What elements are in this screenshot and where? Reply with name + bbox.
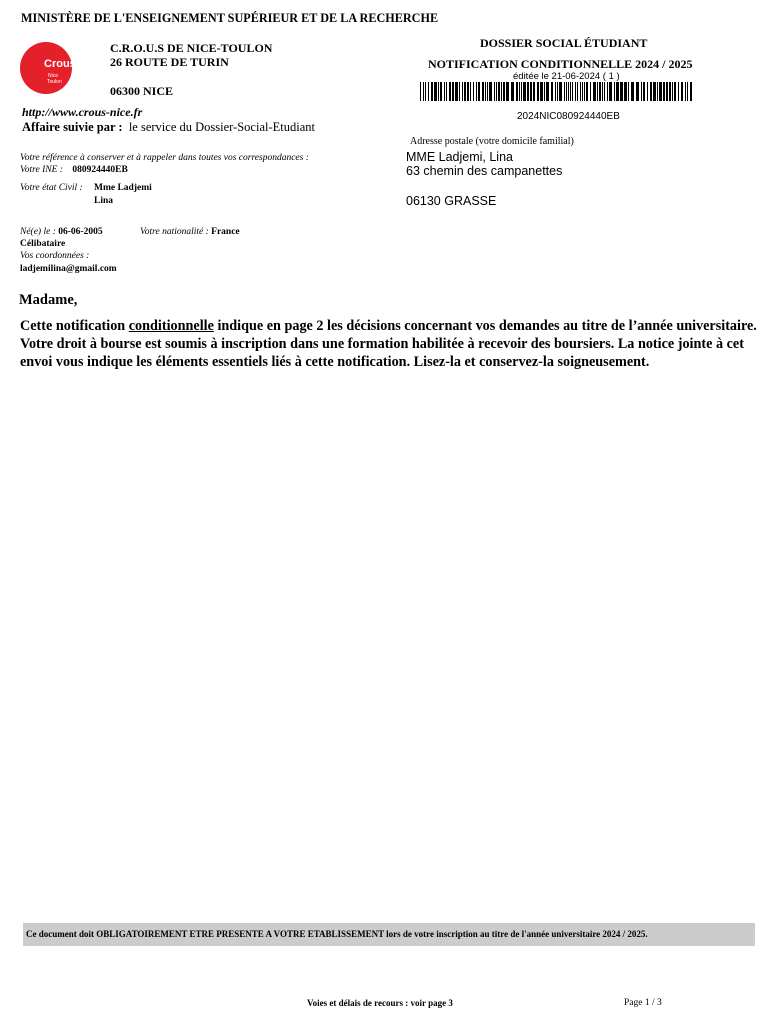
address-name: MME Ladjemi, Lina bbox=[406, 150, 513, 164]
page-number: Page 1 / 3 bbox=[624, 998, 662, 1008]
birth-label: Né(e) le : bbox=[20, 227, 56, 237]
nationality-line bbox=[140, 227, 240, 237]
paragraph-rest: indique en page 2 les décisions concernant vos demandes au titre de l’année universitaire. Votre droit à bourse est soumis à inscription dans une formation habilitée à recevoir des boursiers. La notice jointe à cet envoi vous indique les éléments essentiels liés à cette notification. Lisez-la et conservez-la soigneusement. bbox=[20, 318, 757, 370]
ministry-title: MINISTÈRE DE L'ENSEIGNEMENT SUPÉRIEUR ET DE LA RECHERCHE bbox=[21, 11, 439, 25]
mandatory-banner bbox=[23, 923, 755, 946]
marital-status: Célibataire bbox=[20, 239, 66, 249]
edition-date: éditée le 21-06-2024 ( 1 ) bbox=[513, 71, 620, 82]
paragraph-start: Cette notification bbox=[20, 318, 129, 334]
ine-line bbox=[20, 165, 128, 175]
logo-subline-2: Toulon bbox=[47, 79, 62, 85]
logo-word: Crous bbox=[44, 58, 76, 70]
student-name-line-1: Mme Ladjemi bbox=[94, 183, 152, 193]
logo-subline-1: Nice bbox=[48, 73, 59, 79]
crous-city: 06300 NICE bbox=[110, 84, 174, 98]
barcode-text: 2024NIC080924440EB bbox=[517, 111, 620, 122]
dossier-title: DOSSIER SOCIAL ÉTUDIANT bbox=[480, 36, 648, 50]
affaire-value: le service du Dossier-Social-Etudiant bbox=[128, 120, 315, 134]
ine-label: Votre INE : bbox=[20, 165, 63, 175]
affaire-line bbox=[22, 120, 315, 135]
student-email[interactable]: ladjemilina@gmail.com bbox=[20, 264, 117, 274]
notification-paragraph bbox=[20, 317, 760, 371]
address-label: Adresse postale (votre domicile familial) bbox=[410, 136, 574, 147]
reference-note: Votre référence à conserver et à rappeler dans toutes vos correspondances : bbox=[20, 153, 309, 163]
nationality-value: France bbox=[211, 227, 240, 237]
etat-civil-label: Votre état Civil : bbox=[20, 183, 83, 193]
crous-logo bbox=[20, 42, 76, 94]
birth-line bbox=[20, 227, 103, 237]
affaire-label: Affaire suivie par : bbox=[22, 120, 123, 134]
website-link[interactable]: http://www.crous-nice.fr bbox=[22, 105, 143, 119]
conditionnelle-word: conditionnelle bbox=[128, 318, 214, 334]
ine-value: 080924440EB bbox=[72, 165, 128, 175]
address-city: 06130 GRASSE bbox=[406, 194, 497, 208]
salutation: Madame, bbox=[19, 292, 78, 308]
banner-text: Ce document doit OBLIGATOIREMENT ETRE PRESENTE A VOTRE ETABLISSEMENT lors de votre inscription au titre de l'année universitaire 2024 / 2025. bbox=[26, 929, 648, 939]
crous-street: 26 ROUTE DE TURIN bbox=[110, 55, 229, 69]
birth-value: 06-06-2005 bbox=[58, 227, 103, 237]
notification-title: NOTIFICATION CONDITIONNELLE 2024 / 2025 bbox=[428, 57, 693, 71]
nationality-label: Votre nationalité : bbox=[140, 227, 209, 237]
crous-name: C.R.O.U.S DE NICE-TOULON bbox=[110, 41, 273, 55]
recours-note: Voies et délais de recours : voir page 3 bbox=[307, 998, 453, 1008]
student-name-line-2: Lina bbox=[94, 196, 114, 206]
barcode-image bbox=[420, 82, 695, 101]
address-street: 63 chemin des campanettes bbox=[406, 164, 563, 178]
contact-label: Vos coordonnées : bbox=[20, 251, 90, 261]
